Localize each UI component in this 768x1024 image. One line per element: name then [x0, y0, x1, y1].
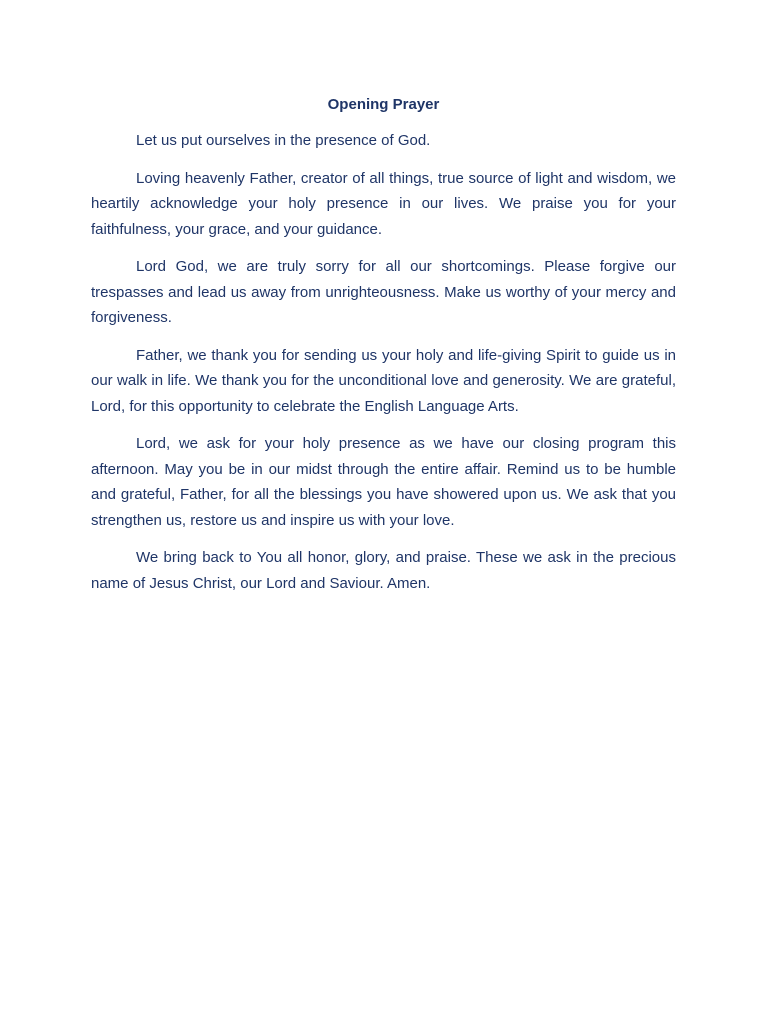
- document-title: Opening Prayer: [327, 96, 440, 113]
- paragraph-petition: Lord, we ask for your holy presence as we have our closing program this afternoon. May you be in our midst through the entire affair. Remind us to be humble and grateful, Father, for all the blessings you have showered upon us. We ask that you strengthen us, restore us and inspire us with your love.: [91, 435, 676, 529]
- paragraph-praise: Loving heavenly Father, creator of all things, true source of light and wisdom, we heartily acknowledge your holy presence in our lives. We praise you for your faithfulness, your grace, and your guidance.: [91, 169, 676, 238]
- paragraph-closing: We bring back to You all honor, glory, and praise. These we ask in the precious name of Jesus Christ, our Lord and Saviour. Amen.: [91, 549, 676, 592]
- paragraph-presence: Let us put ourselves in the presence of God.: [136, 132, 431, 149]
- paragraph-forgiveness: Lord God, we are truly sorry for all our shortcomings. Please forgive our trespasses and lead us away from unrighteousness. Make us worthy of your mercy and forgiveness.: [91, 258, 676, 326]
- document-body: [91, 94, 676, 608]
- paragraph-thanksgiving: Father, we thank you for sending us your holy and life-giving Spirit to guide us in our walk in life. We thank you for the unconditional love and generosity. We are grateful, Lord, for this opportunity to celebrate the English Language Arts.: [91, 346, 676, 415]
